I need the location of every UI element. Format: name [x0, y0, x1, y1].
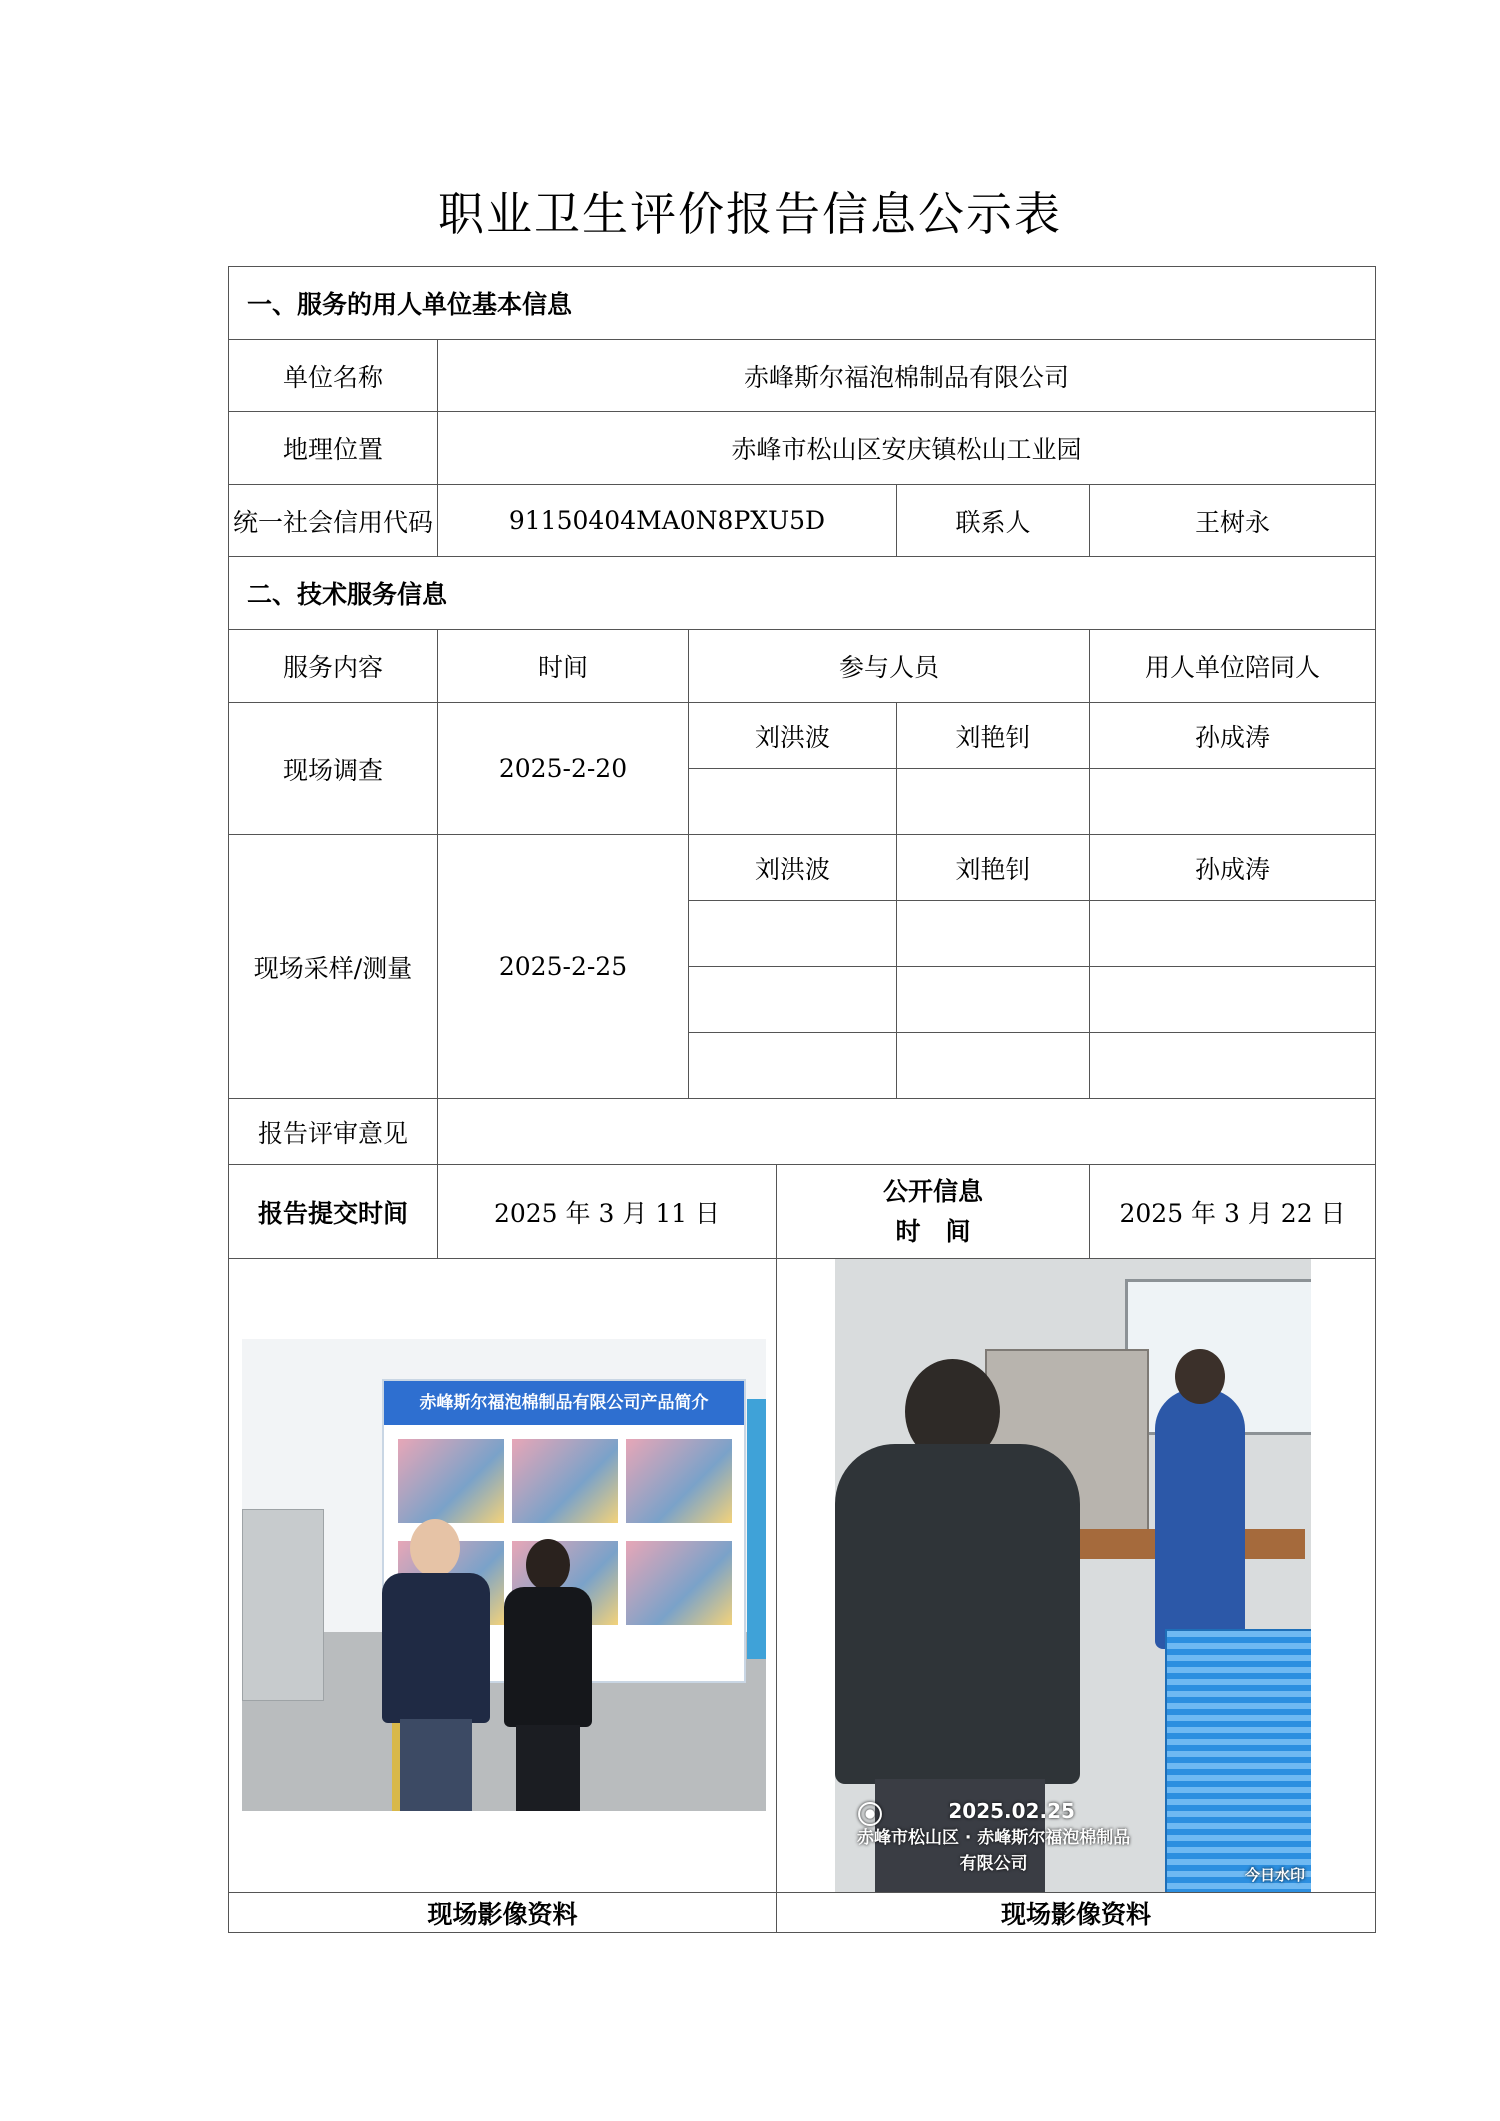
board-picture — [626, 1439, 732, 1523]
left-photo-caption: 现场影像资料 — [229, 1893, 777, 1933]
location-label: 地理位置 — [229, 412, 438, 485]
col-service-content: 服务内容 — [229, 630, 438, 703]
sampling-empty-cell — [1090, 1033, 1376, 1099]
unit-name-label: 单位名称 — [229, 340, 438, 412]
display-board-title: 赤峰斯尔福泡棉制品有限公司产品简介 — [384, 1381, 744, 1425]
credit-code-value: 91150404MA0N8PXU5D — [438, 485, 897, 557]
col-time: 时间 — [438, 630, 689, 703]
col-participants: 参与人员 — [689, 630, 1090, 703]
public-time-label-line1: 公开信息 — [882, 1176, 983, 1206]
sampling-date: 2025-2-25 — [438, 835, 689, 1099]
side-banner — [747, 1399, 766, 1659]
sampling-empty-cell — [689, 967, 897, 1033]
sampling-empty-cell — [897, 901, 1090, 967]
photo-stamp-location-line1: 赤峰市松山区 · 赤峰斯尔福泡棉制品 — [857, 1828, 1131, 1848]
submit-time-value: 2025 年 3 月 11 日 — [438, 1165, 777, 1259]
survey-label: 现场调查 — [229, 703, 438, 835]
survey-empty-cell — [897, 769, 1090, 835]
section2-heading: 二、技术服务信息 — [229, 557, 1376, 630]
submit-time-label: 报告提交时间 — [229, 1165, 438, 1259]
board-picture — [398, 1439, 504, 1523]
photo-watermark: 今日水印 — [1244, 1866, 1305, 1884]
sampling-participant-2: 刘艳钊 — [897, 835, 1090, 901]
col-accompany: 用人单位陪同人 — [1090, 630, 1376, 703]
contact-value: 王树永 — [1090, 485, 1376, 557]
sampling-accompany: 孙成涛 — [1090, 835, 1376, 901]
left-photo-cell — [229, 1259, 777, 1893]
site-photo-left — [242, 1339, 766, 1811]
sampling-empty-cell — [897, 1033, 1090, 1099]
contact-label: 联系人 — [897, 485, 1090, 557]
survey-date: 2025-2-20 — [438, 703, 689, 835]
survey-participant-1: 刘洪波 — [689, 703, 897, 769]
page-title: 职业卫生评价报告信息公示表 — [438, 187, 1062, 241]
survey-participant-2: 刘艳钊 — [897, 703, 1090, 769]
photo-blue-crate — [1165, 1629, 1311, 1893]
photo-worker-blue — [1155, 1389, 1245, 1649]
review-value — [438, 1099, 1376, 1165]
sampling-empty-cell — [1090, 901, 1376, 967]
survey-accompany: 孙成涛 — [1090, 703, 1376, 769]
sampling-empty-cell — [689, 901, 897, 967]
section1-heading: 一、服务的用人单位基本信息 — [229, 267, 1376, 340]
credit-code-label: 统一社会信用代码 — [229, 485, 438, 557]
sampling-empty-cell — [897, 967, 1090, 1033]
review-label: 报告评审意见 — [229, 1099, 438, 1165]
info-table — [228, 266, 1376, 1933]
photo-stamp-location-line2: 有限公司 — [959, 1854, 1028, 1874]
location-pin-icon: ⦿ — [857, 1801, 884, 1831]
location-value: 赤峰市松山区安庆镇松山工业园 — [438, 412, 1376, 485]
right-photo-caption: 现场影像资料 — [777, 1893, 1376, 1933]
unit-name-value: 赤峰斯尔福泡棉制品有限公司 — [438, 340, 1376, 412]
sampling-empty-cell — [689, 1033, 897, 1099]
public-time-label-line2: 时 间 — [895, 1216, 971, 1246]
board-picture — [512, 1439, 618, 1523]
photo-timestamp — [857, 1799, 1130, 1875]
site-photo-right — [835, 1259, 1311, 1893]
right-photo-cell — [777, 1259, 1376, 1893]
public-time-value: 2025 年 3 月 22 日 — [1090, 1165, 1376, 1259]
sampling-empty-cell — [1090, 967, 1376, 1033]
survey-empty-cell — [1090, 769, 1376, 835]
survey-empty-cell — [689, 769, 897, 835]
sampling-participant-1: 刘洪波 — [689, 835, 897, 901]
photo-stamp-date: 2025.02.25 — [948, 1799, 1075, 1823]
sampling-label: 现场采样/测量 — [229, 835, 438, 1099]
public-time-label — [777, 1165, 1090, 1259]
board-picture — [626, 1541, 732, 1625]
locker — [242, 1509, 324, 1701]
